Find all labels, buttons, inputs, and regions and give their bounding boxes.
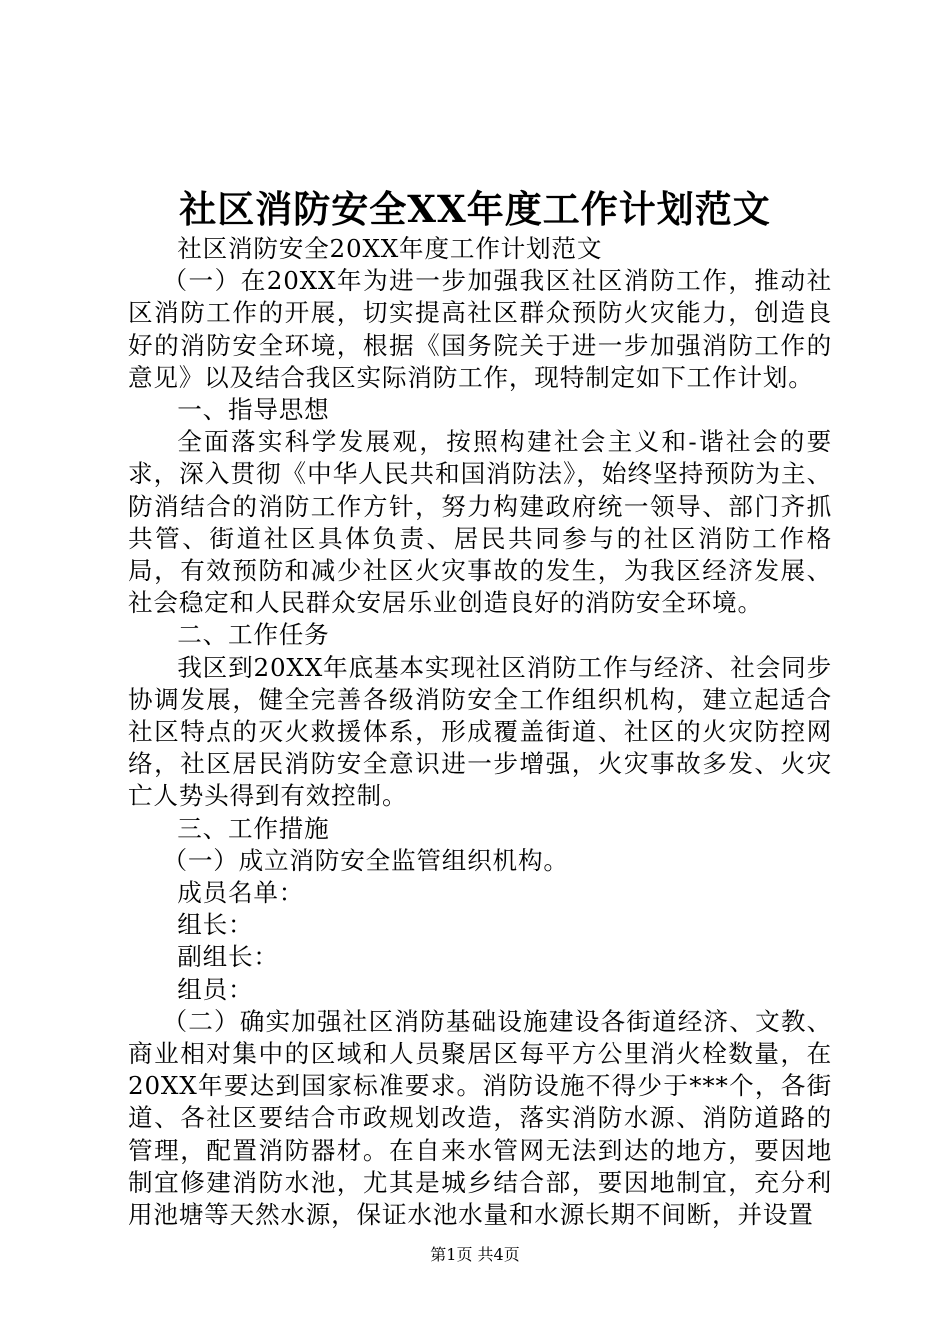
page-footer: 第1页 共4页 <box>430 1245 520 1264</box>
subsection-heading: （一）成立消防安全监管组织机构。 <box>162 845 569 875</box>
body-paragraph: （二）确实加强社区消防基础设施建设各街道经济、文教、商业相对集中的区域和人员聚居区每平方公里消火栓数量，在20XX年要达到国家标准要求。消防设施不得少于***个，各街道、各社区要结合市政规划改造，落实消防水源、消防道路的管理，配置消防器材。在自来水管网无法到达的地方，要因地制宜修建消防水池，尤其是城乡结合部，要因地制宜，充分利用池塘等天然水源，保证水池水量和水源长期不间断，并设置 <box>128 1006 832 1230</box>
document-title: 社区消防安全XX年度工作计划范文 <box>179 187 771 231</box>
section-heading: 一、指导思想 <box>177 395 330 425</box>
body-paragraph: 我区到20XX年底基本实现社区消防工作与经济、社会同步协调发展，健全完善各级消防安全工作组织机构，建立起适合社区特点的灭火救援体系，形成覆盖街道、社区的火灾防控网络，社区居民消防安全意识进一步增强，火灾事故多发、火灾亡人势头得到有效控制。 <box>128 652 832 811</box>
body-line: 成员名单： <box>177 878 305 908</box>
body-paragraph: 全面落实科学发展观，按照构建社会主义和-谐社会的要求，深入贯彻《中华人民共和国消防法》，始终坚持预防为主、防消结合的消防工作方针，努力构建政府统一领导、部门齐抓共管、街道社区具体负责、居民共同参与的社区消防工作格局，有效预防和减少社区火灾事故的发生，为我区经济发展、社会稳定和人民群众安居乐业创造良好的消防安全环境。 <box>128 427 832 618</box>
body-paragraph: 社区消防安全20XX年度工作计划范文 <box>177 234 603 263</box>
section-heading: 三、工作措施 <box>177 813 330 843</box>
section-heading: 二、工作任务 <box>177 620 330 650</box>
body-line: 组长： <box>177 910 254 940</box>
document-body <box>128 233 832 1231</box>
body-line: 副组长： <box>177 942 279 972</box>
body-line: 组员： <box>177 974 254 1004</box>
body-paragraph: （一）在20XX年为进一步加强我区社区消防工作，推动社区消防工作的开展，切实提高社区群众预防火灾能力，创造良好的消防安全环境，根据《国务院关于进一步加强消防工作的意见》以及结合我区实际消防工作，现特制定如下工作计划。 <box>128 266 832 392</box>
